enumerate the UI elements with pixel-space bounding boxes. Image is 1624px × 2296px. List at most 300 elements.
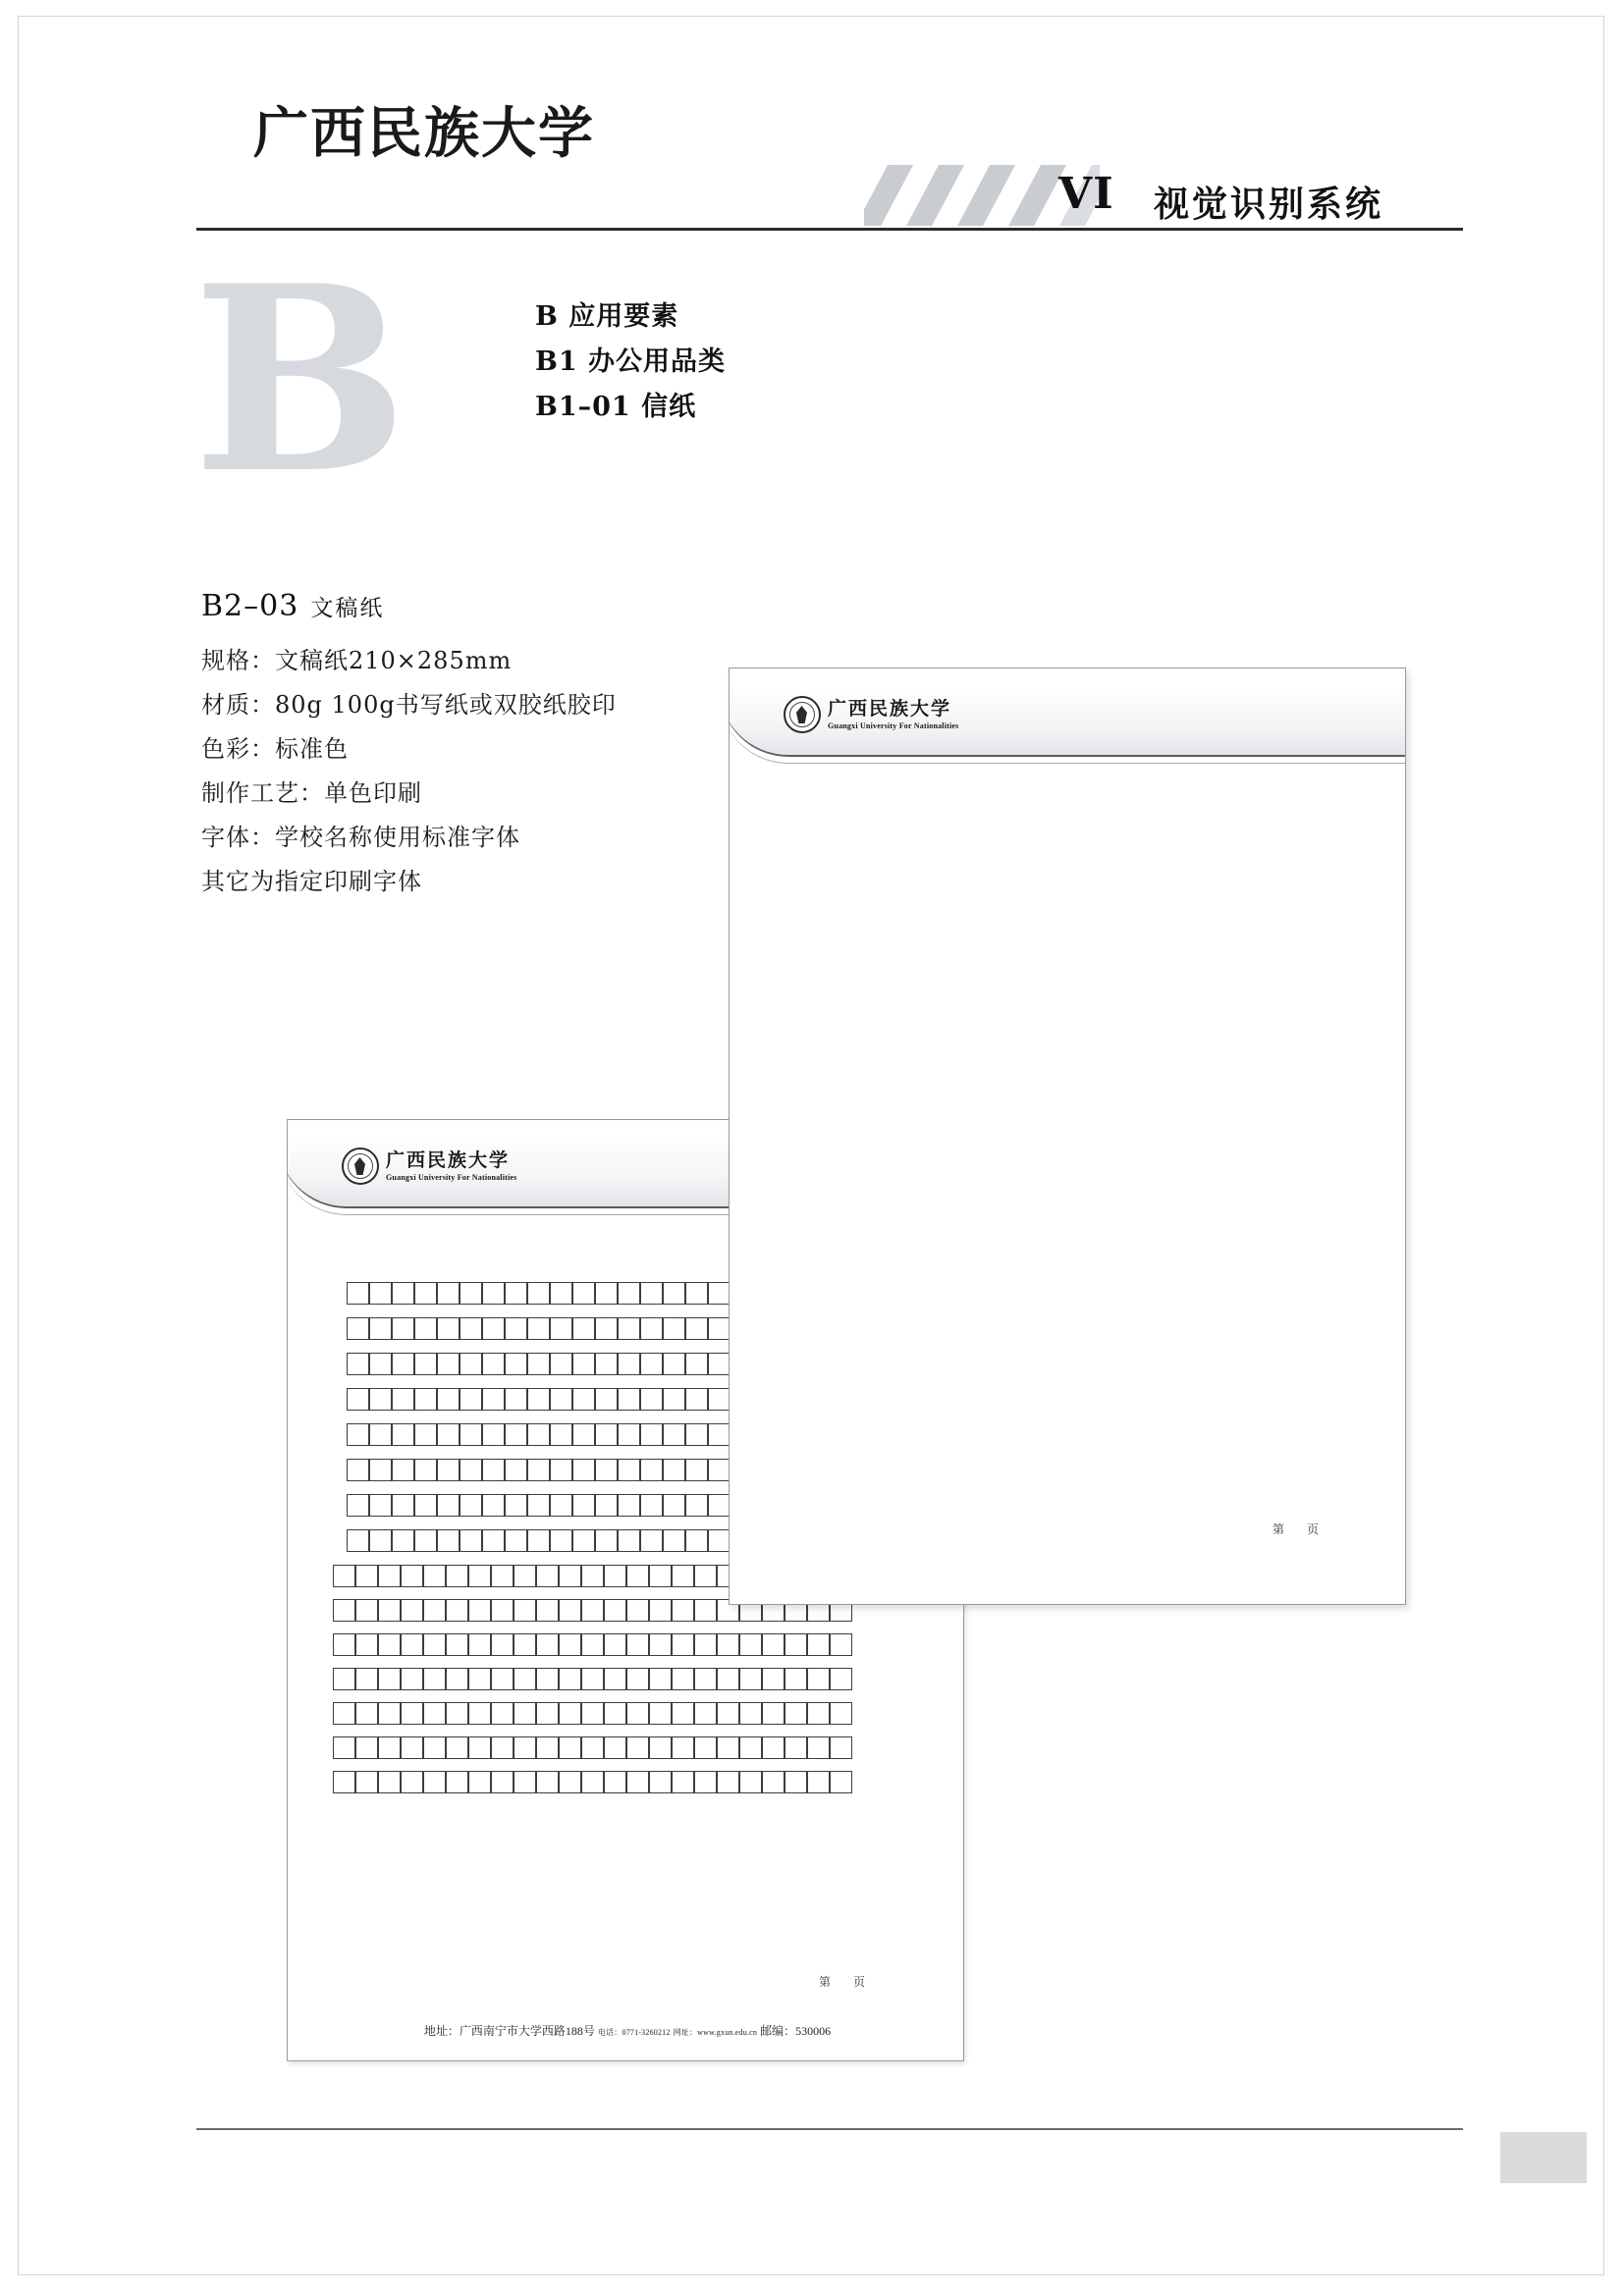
grid-cell [550,1459,572,1481]
grid-cell [333,1736,355,1759]
grid-cell [604,1633,626,1656]
spec-name: 文稿纸 [310,596,385,621]
grid-cell [460,1282,482,1305]
spec-code: B2–03 [201,589,299,623]
grid-cell [581,1633,604,1656]
grid-cell [672,1702,694,1725]
grid-cell [640,1423,663,1446]
grid-cell [414,1282,437,1305]
grid-cell [663,1494,685,1517]
grid-cell [618,1388,640,1411]
grid-cell [505,1282,527,1305]
grid-cell [708,1494,731,1517]
grid-cell [559,1771,581,1793]
grid-cell [355,1668,378,1690]
grid-cell [446,1565,468,1587]
footer-address: 地址：广西南宁市大学西路188号 [423,2024,595,2038]
grid-cell [595,1353,618,1375]
grid-cell [785,1702,807,1725]
grid-cell [527,1494,550,1517]
grid-cell [527,1353,550,1375]
grid-cell [550,1317,572,1340]
grid-cell [649,1702,672,1725]
grid-cell [640,1317,663,1340]
grid-cell [694,1771,717,1793]
grid-cell [581,1702,604,1725]
grid-cell [762,1702,785,1725]
grid-cell [618,1353,640,1375]
grid-cell [482,1529,505,1552]
grid-cell [663,1529,685,1552]
grid-cell [708,1388,731,1411]
grid-cell [559,1599,581,1622]
grid-cell [572,1459,595,1481]
grid-cell [672,1565,694,1587]
grid-row [333,1771,922,1793]
grid-cell [536,1771,559,1793]
grid-cell [491,1702,514,1725]
grid-cell [437,1494,460,1517]
grid-cell [414,1317,437,1340]
grid-cell [333,1771,355,1793]
grid-cell [423,1565,446,1587]
grid-cell [482,1353,505,1375]
grid-cell [717,1633,739,1656]
grid-cell [649,1771,672,1793]
vi-mark: VI [1058,169,1114,219]
grid-cell [482,1423,505,1446]
grid-cell [626,1565,649,1587]
grid-cell [559,1736,581,1759]
grid-cell [460,1423,482,1446]
spec-title [201,589,810,623]
grid-cell [505,1423,527,1446]
grid-cell [468,1668,491,1690]
grid-cell [460,1353,482,1375]
grid-cell [505,1317,527,1340]
grid-cell [401,1599,423,1622]
grid-cell [572,1423,595,1446]
grid-cell [468,1702,491,1725]
logo-english-name-back: Guangxi University For Nationalities [386,1172,517,1182]
grid-cell [595,1423,618,1446]
grid-cell [347,1388,369,1411]
grid-cell [672,1771,694,1793]
grid-cell [333,1565,355,1587]
grid-cell [491,1771,514,1793]
grid-cell [378,1771,401,1793]
grid-cell [717,1668,739,1690]
grid-cell [762,1668,785,1690]
grid-cell [694,1633,717,1656]
grid-cell [491,1633,514,1656]
grid-cell [807,1668,830,1690]
university-seal-icon [342,1148,379,1185]
grid-cell [423,1633,446,1656]
grid-cell [640,1529,663,1552]
grid-cell [437,1423,460,1446]
grid-cell [595,1494,618,1517]
grid-cell [685,1494,708,1517]
grid-cell [505,1388,527,1411]
logo-chinese-name-back: 广西民族大学 [386,1148,511,1171]
grid-cell [618,1282,640,1305]
grid-cell [514,1702,536,1725]
university-seal-icon-front [784,696,821,733]
grid-cell [830,1736,852,1759]
spec-block [201,589,810,904]
grid-cell [663,1317,685,1340]
grid-cell [401,1771,423,1793]
spec-line-font-other: 其它为指定印刷字体 [201,868,422,895]
footer-phone: 电话：0771-3260212 [597,2028,671,2037]
grid-cell [739,1736,762,1759]
spec-line-size: 规格：文稿纸210×285mm [201,647,513,674]
grid-cell [536,1668,559,1690]
grid-cell [550,1494,572,1517]
grid-cell [595,1317,618,1340]
spec-line-font: 字体：学校名称使用标准字体 [201,824,520,851]
grid-cell [830,1668,852,1690]
logo-lockup-back [342,1148,517,1185]
grid-cell [559,1702,581,1725]
grid-cell [347,1317,369,1340]
grid-cell [536,1599,559,1622]
grid-cell [378,1736,401,1759]
grid-cell [708,1353,731,1375]
grid-cell [830,1633,852,1656]
grid-cell [505,1529,527,1552]
grid-cell [514,1736,536,1759]
grid-cell [550,1282,572,1305]
grid-cell [694,1702,717,1725]
grid-cell [423,1599,446,1622]
mockup-sheet-blank [729,667,1406,1605]
grid-cell [460,1317,482,1340]
grid-cell [423,1702,446,1725]
footer-corner-block [1500,2132,1587,2183]
grid-cell [785,1633,807,1656]
grid-cell [401,1668,423,1690]
grid-cell [536,1633,559,1656]
grid-cell [672,1633,694,1656]
section-label-line-3: B1–01 信纸 [535,392,697,422]
grid-cell [482,1317,505,1340]
grid-cell [618,1529,640,1552]
grid-cell [536,1736,559,1759]
grid-cell [401,1736,423,1759]
grid-cell [762,1771,785,1793]
grid-cell [355,1736,378,1759]
grid-cell [355,1771,378,1793]
grid-cell [649,1633,672,1656]
grid-cell [604,1702,626,1725]
footer-web: 网址：www.gxun.edu.cn [673,2028,758,2037]
grid-cell [392,1317,414,1340]
grid-row [333,1702,922,1725]
university-name: 广西民族大学 [253,101,595,166]
grid-cell [401,1702,423,1725]
grid-cell [423,1668,446,1690]
grid-cell [414,1459,437,1481]
logo-lockup-front [784,696,959,733]
grid-cell [527,1459,550,1481]
grid-cell [369,1317,392,1340]
grid-cell [536,1702,559,1725]
grid-cell [460,1494,482,1517]
grid-cell [333,1702,355,1725]
grid-cell [672,1668,694,1690]
grid-cell [604,1599,626,1622]
grid-cell [446,1599,468,1622]
grid-cell [437,1317,460,1340]
grid-cell [559,1633,581,1656]
grid-cell [626,1599,649,1622]
grid-cell [369,1494,392,1517]
grid-cell [626,1668,649,1690]
grid-cell [663,1282,685,1305]
grid-cell [604,1565,626,1587]
grid-cell [514,1633,536,1656]
grid-cell [482,1459,505,1481]
grid-cell [807,1702,830,1725]
grid-cell [378,1633,401,1656]
section-label-line-2: B1 办公用品类 [535,347,727,377]
vi-system-title: 视觉识别系统 [1154,184,1384,225]
grid-cell [347,1494,369,1517]
grid-cell [807,1771,830,1793]
grid-cell [640,1282,663,1305]
grid-cell [572,1282,595,1305]
grid-cell [392,1423,414,1446]
grid-cell [785,1736,807,1759]
grid-cell [572,1388,595,1411]
grid-cell [527,1388,550,1411]
grid-cell [595,1282,618,1305]
grid-cell [468,1599,491,1622]
grid-cell [378,1599,401,1622]
grid-cell [468,1565,491,1587]
section-label-list [535,294,726,430]
grid-cell [355,1565,378,1587]
grid-cell [807,1736,830,1759]
grid-cell [694,1565,717,1587]
grid-cell [581,1736,604,1759]
grid-cell [717,1771,739,1793]
grid-cell [414,1388,437,1411]
grid-cell [572,1317,595,1340]
grid-row [333,1736,922,1759]
grid-row [333,1668,922,1690]
grid-cell [581,1599,604,1622]
grid-cell [550,1423,572,1446]
grid-cell [708,1459,731,1481]
grid-cell [446,1668,468,1690]
grid-cell [414,1529,437,1552]
grid-cell [392,1459,414,1481]
grid-cell [550,1529,572,1552]
grid-cell [595,1529,618,1552]
letterhead-band-front [730,668,1405,786]
grid-cell [807,1633,830,1656]
grid-cell [347,1353,369,1375]
grid-cell [505,1494,527,1517]
grid-cell [694,1736,717,1759]
grid-cell [347,1459,369,1481]
grid-cell [785,1668,807,1690]
spec-line-process: 制作工艺：单色印刷 [201,779,422,807]
grid-cell [378,1668,401,1690]
grid-cell [762,1736,785,1759]
logo-chinese-name-front: 广西民族大学 [828,697,952,720]
grid-cell [739,1771,762,1793]
grid-cell [663,1353,685,1375]
grid-cell [640,1388,663,1411]
grid-cell [685,1459,708,1481]
page-header [0,0,1624,245]
grid-cell [694,1668,717,1690]
grid-cell [717,1736,739,1759]
grid-cell [369,1282,392,1305]
grid-cell [355,1702,378,1725]
grid-cell [685,1423,708,1446]
grid-cell [446,1771,468,1793]
grid-cell [708,1282,731,1305]
grid-cell [649,1565,672,1587]
grid-cell [663,1459,685,1481]
grid-cell [423,1771,446,1793]
grid-cell [685,1282,708,1305]
grid-cell [663,1388,685,1411]
grid-cell [640,1459,663,1481]
grid-cell [694,1599,717,1622]
grid-cell [468,1633,491,1656]
grid-cell [685,1529,708,1552]
grid-cell [649,1668,672,1690]
grid-cell [378,1565,401,1587]
grid-cell [378,1702,401,1725]
grid-cell [392,1282,414,1305]
grid-cell [333,1668,355,1690]
grid-cell [762,1633,785,1656]
grid-cell [437,1388,460,1411]
grid-cell [482,1388,505,1411]
grid-cell [595,1388,618,1411]
spec-line-color: 色彩：标准色 [201,735,349,763]
grid-cell [581,1668,604,1690]
grid-cell [446,1702,468,1725]
grid-cell [640,1353,663,1375]
grid-cell [527,1529,550,1552]
grid-cell [401,1565,423,1587]
grid-cell [460,1459,482,1481]
grid-cell [739,1633,762,1656]
grid-cell [626,1633,649,1656]
grid-cell [527,1317,550,1340]
grid-cell [739,1702,762,1725]
grid-cell [618,1317,640,1340]
grid-cell [649,1599,672,1622]
grid-cell [392,1529,414,1552]
grid-cell [550,1388,572,1411]
grid-cell [355,1599,378,1622]
footer-zip: 邮编：530006 [760,2024,832,2038]
grid-cell [468,1771,491,1793]
grid-cell [437,1529,460,1552]
grid-cell [649,1736,672,1759]
grid-cell [626,1771,649,1793]
grid-cell [392,1353,414,1375]
grid-cell [640,1494,663,1517]
grid-cell [604,1771,626,1793]
grid-cell [514,1771,536,1793]
spec-line-material: 材质：80g 100g书写纸或双胶纸胶印 [201,691,617,719]
grid-cell [414,1353,437,1375]
grid-cell [347,1282,369,1305]
grid-cell [369,1353,392,1375]
grid-cell [559,1668,581,1690]
grid-cell [460,1388,482,1411]
grid-cell [468,1736,491,1759]
grid-cell [355,1633,378,1656]
grid-cell [618,1459,640,1481]
grid-cell [708,1317,731,1340]
grid-cell [369,1423,392,1446]
grid-cell [663,1423,685,1446]
page-number-label-back: 第 页 [818,1975,875,1989]
grid-cell [527,1282,550,1305]
grid-cell [685,1388,708,1411]
grid-cell [581,1771,604,1793]
grid-cell [527,1423,550,1446]
grid-cell [685,1317,708,1340]
grid-cell [785,1771,807,1793]
grid-cell [604,1736,626,1759]
grid-cell [626,1736,649,1759]
grid-cell [347,1529,369,1552]
grid-cell [514,1668,536,1690]
grid-cell [685,1353,708,1375]
grid-cell [514,1565,536,1587]
grid-cell [437,1353,460,1375]
sheet-footer-back [333,2022,922,2039]
logo-english-name-front: Guangxi University For Nationalities [828,721,959,730]
grid-cell [672,1599,694,1622]
grid-cell [414,1423,437,1446]
grid-cell [572,1529,595,1552]
grid-cell [414,1494,437,1517]
grid-cell [618,1494,640,1517]
grid-cell [482,1282,505,1305]
grid-cell [717,1702,739,1725]
grid-cell [491,1668,514,1690]
grid-cell [739,1668,762,1690]
section-label-line-1: B 应用要素 [535,301,679,332]
grid-cell [572,1494,595,1517]
grid-cell [333,1599,355,1622]
grid-cell [626,1702,649,1725]
grid-cell [550,1353,572,1375]
grid-cell [708,1423,731,1446]
grid-cell [460,1529,482,1552]
grid-row [333,1633,922,1656]
page-number-label-front: 第 页 [1272,1522,1328,1536]
grid-cell [505,1459,527,1481]
grid-cell [581,1565,604,1587]
grid-cell [618,1423,640,1446]
grid-cell [830,1771,852,1793]
grid-cell [491,1565,514,1587]
